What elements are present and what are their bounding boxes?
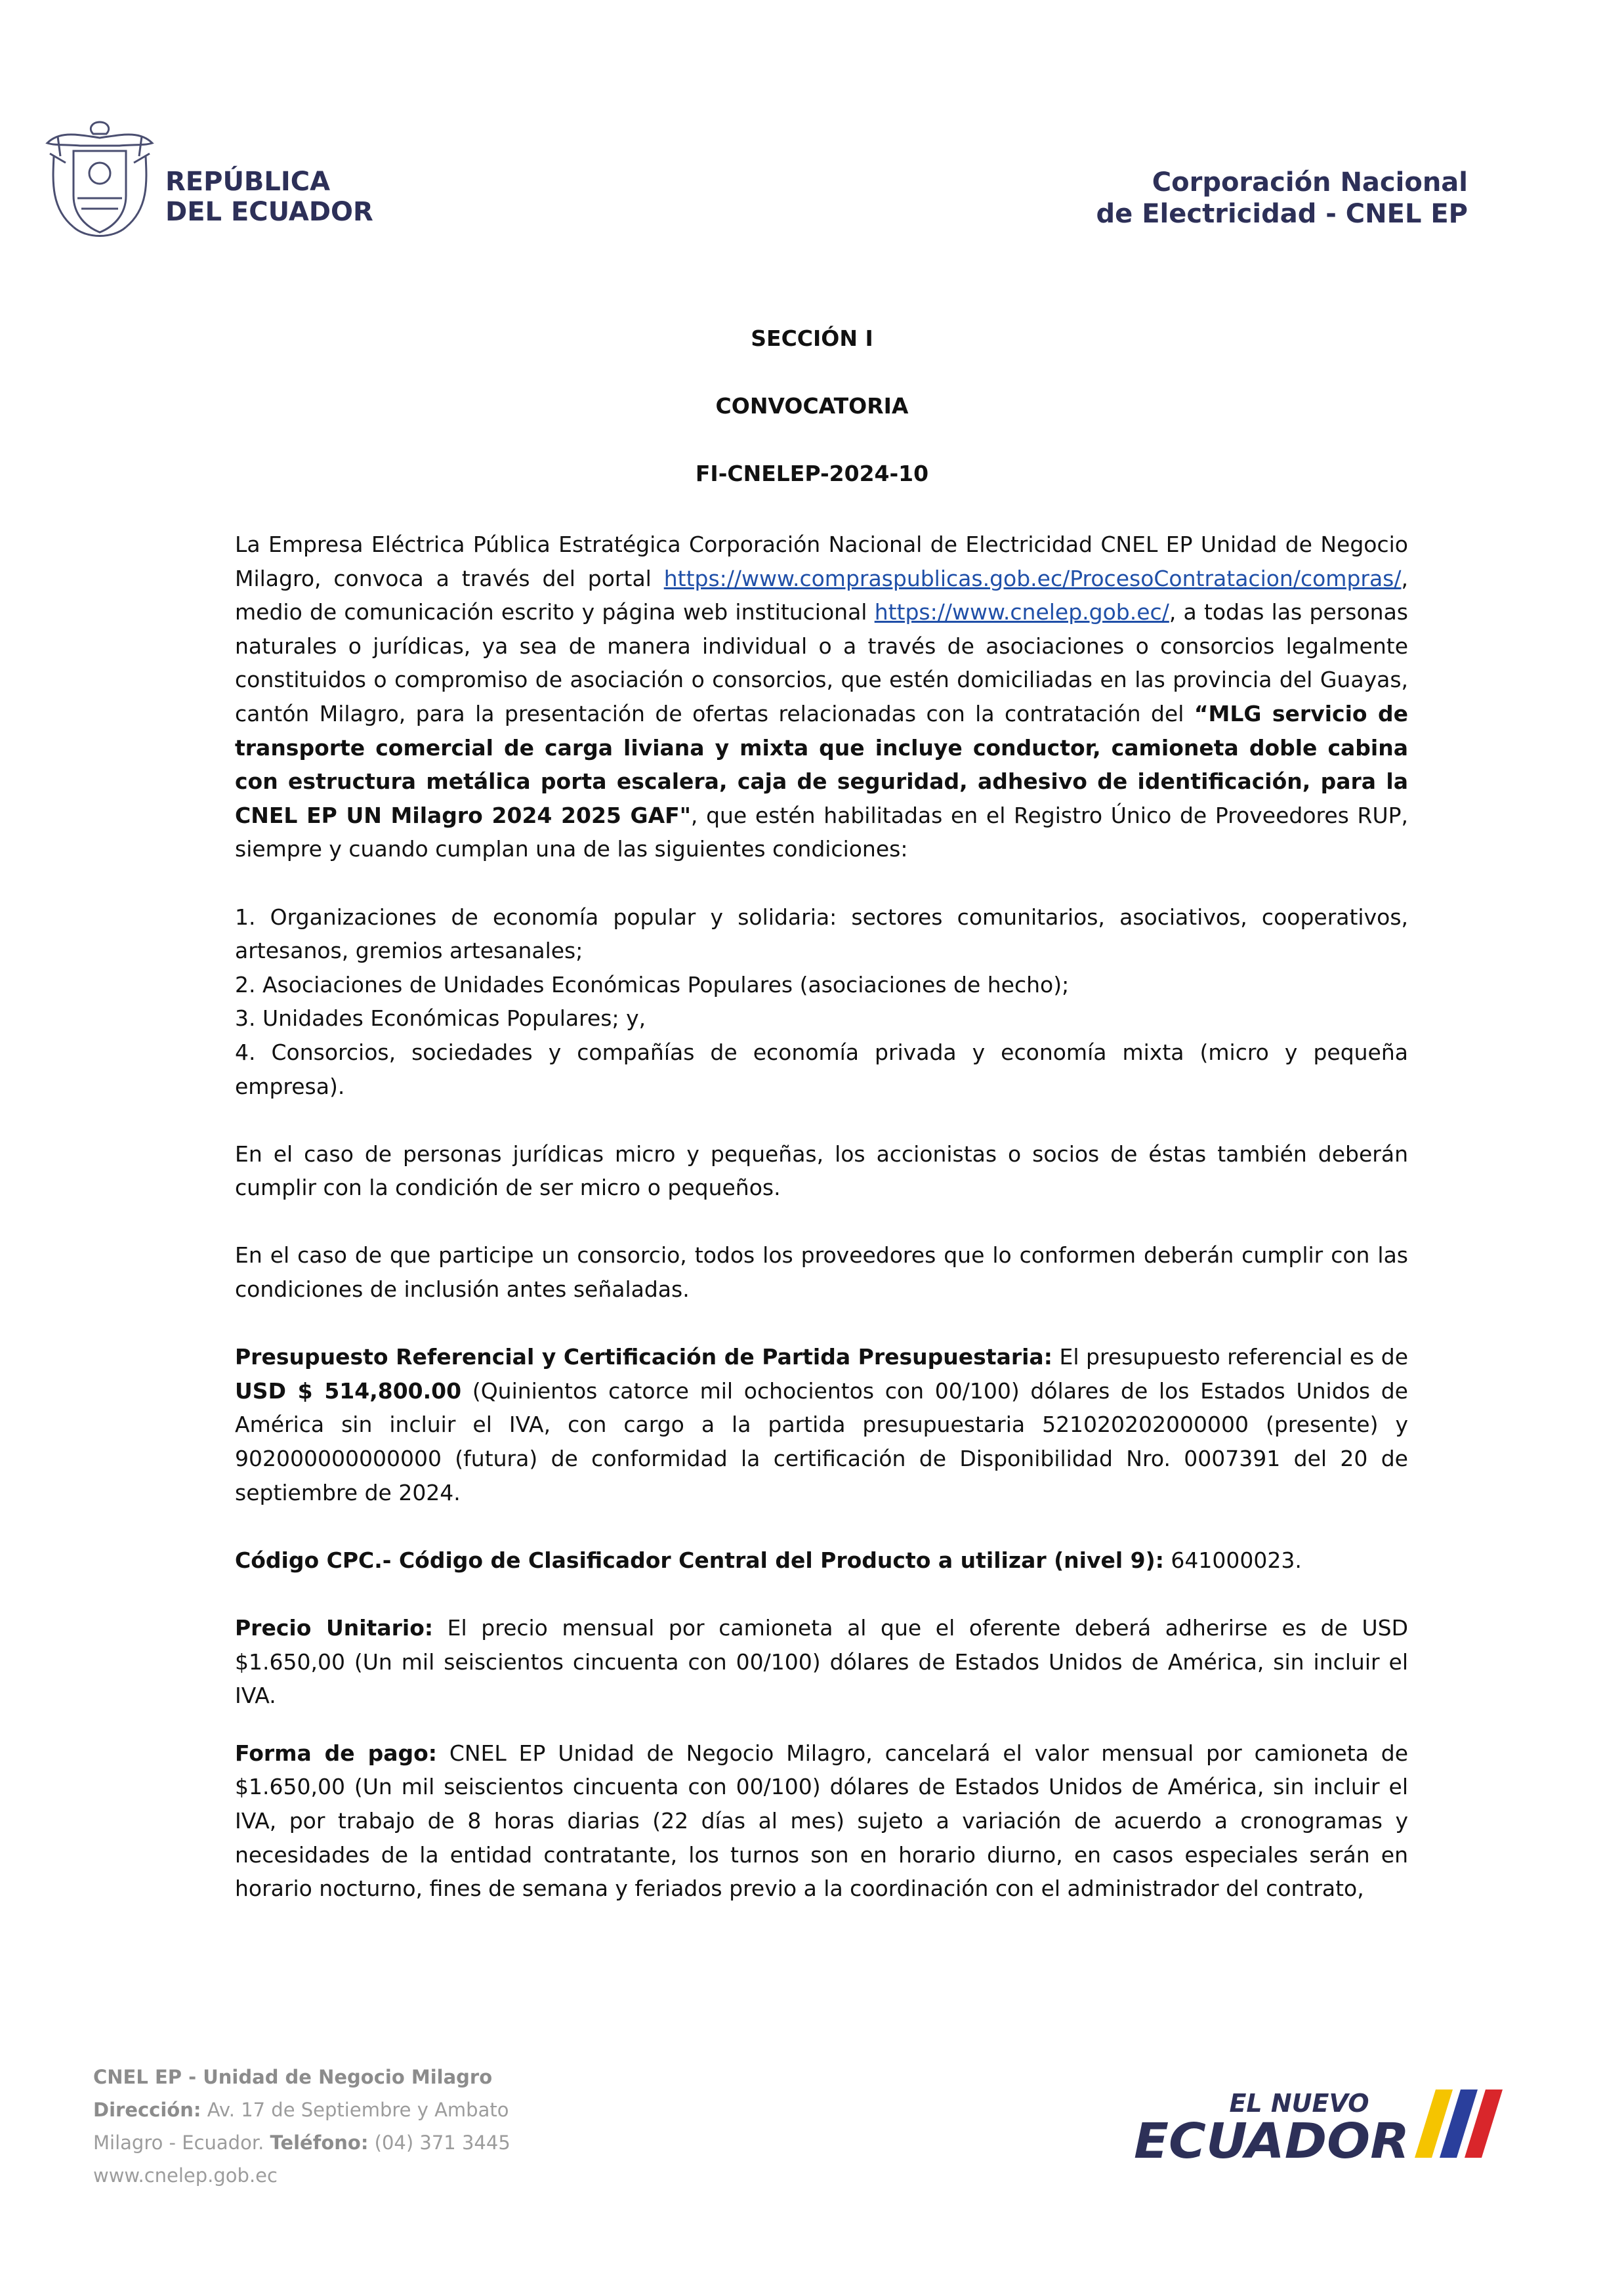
republica-line1: REPÚBLICA — [165, 167, 331, 197]
cnelep-link[interactable]: https://www.cnelep.gob.ec/ — [874, 599, 1169, 625]
republica-text — [165, 167, 373, 227]
document-code: FI-CNELEP-2024-10 — [695, 461, 929, 486]
condition-item: 2. Asociaciones de Unidades Económicas Populares (asociaciones de hecho); — [235, 971, 1070, 998]
document-body — [235, 528, 1408, 1906]
ecuador-text: ECUADOR — [1134, 2113, 1409, 2163]
footer-unit: CNEL EP - Unidad de Negocio Milagro — [93, 2066, 493, 2088]
republica-logo — [34, 117, 373, 255]
presupuesto-paragraph: Presupuesto Referencial y Certificación de Partida Presupuestaria: El presupuesto referencial es de USD $ 514,800.00 (Quinientos catorce mil ochocientos con 00/100) dólares de los Estados Unidos de América sin incluir el IVA, con cargo a la partida presupuestaria 521020202000000 (presente) y 902000000000000 (futura) de conformidad la certificación de Disponibilidad Nro. 0007391 del 20 de septiembre de 2024. — [235, 1344, 1408, 1505]
flag-stripes-icon — [1415, 2090, 1503, 2158]
republica-line2: DEL ECUADOR — [165, 197, 373, 227]
coat-of-arms-icon — [34, 117, 165, 248]
footer-direccion: Dirección: Av. 17 de Septiembre y Ambato — [93, 2099, 509, 2121]
footer-address — [93, 2061, 510, 2192]
presupuesto-amount: USD $ 514,800.00 — [235, 1377, 462, 1404]
precio-paragraph: Precio Unitario: El precio mensual por camioneta al que el oferente deberá adherirse es de USD $1.650,00 (Un mil seiscientos cincuenta con 00/100) dólares de Estados Unidos de América, sin incluir el IVA. — [235, 1615, 1408, 1709]
cnel-header — [1096, 167, 1468, 230]
el-nuevo-text: EL NUEVO — [1229, 2089, 1369, 2118]
condition-item: 4. Consorcios, sociedades y compañías de economía privada y economía mixta (micro y pequeña empresa). — [235, 1039, 1408, 1099]
cnel-header-line2: de Electricidad - CNEL EP — [1096, 199, 1468, 229]
cnel-header-line1: Corporación Nacional — [1152, 167, 1468, 198]
condition-item: 1. Organizaciones de economía popular y solidaria: sectores comunitarios, asociativos, cooperativos, artesanos, gremios artesanales; — [235, 904, 1408, 964]
cpc-paragraph: Código CPC.- Código de Clasificador Central del Producto a utilizar (nivel 9): 641000023. — [235, 1547, 1302, 1573]
section-heading: SECCIÓN I — [751, 326, 873, 351]
contract-object: “MLG servicio de transporte comercial de carga liviana y mixta que incluye conductor, camioneta doble cabina con estructura metálica porta escalera, caja de seguridad, adhesivo de identificación, para la CNEL EP UN Milagro 2024 2025 GAF" — [235, 700, 1408, 828]
consorcio-paragraph: En el caso de que participe un consorcio, todos los proveedores que lo conformen deberán cumplir con las condiciones de inclusión antes señaladas. — [235, 1242, 1408, 1303]
intro-paragraph: La Empresa Eléctrica Pública Estratégica Corporación Nacional de Electricidad CNEL EP Unidad de Negocio Milagro, convoca a través del portal https://www.compraspublicas.gob.ec/ProcesoContratacion/compras/, medio de comunicación escrito y página web institucional https://www.cnelep.gob.ec/, a todas las personas naturales o jurídicas, ya sea de manera individual o a través de asociaciones o consorcios legalmente constituidos o compromiso de asociación o consorcios, que estén domiciliadas en las provincia del Guayas, cantón Milagro, para la presentación de ofertas relacionadas con la contratación del “MLG servicio de transporte comercial de carga liviana y mixta que incluye conductor, camioneta doble cabina con estructura metálica porta escalera, caja de seguridad, adhesivo de identificación, para la CNEL EP UN Milagro 2024 2025 GAF", que estén habilitadas en el Registro Único de Proveedores RUP, siempre y cuando cumplan una de las siguientes condiciones: — [235, 532, 1408, 862]
footer-web[interactable]: www.cnelep.gob.ec — [93, 2164, 278, 2187]
pago-paragraph: Forma de pago: CNEL EP Unidad de Negocio Milagro, cancelará el valor mensual por camioneta de $1.650,00 (Un mil seiscientos cincuenta con 00/100) dólares de Estados Unidos de América, sin incluir el IVA, por trabajo de 8 horas diarias (22 días al mes) sujeto a variación de acuerdo a cronogramas y necesidades de la entidad contratante, los turnos son en horario diurno, en casos especiales serán en horario nocturno, fines de semana y feriados previo a la coordinación con el administrador del contrato, — [235, 1740, 1408, 1902]
condition-item: 3. Unidades Económicas Populares; y, — [235, 1005, 646, 1032]
el-nuevo-ecuador-logo — [1127, 2084, 1528, 2163]
footer-telefono: Milagro - Ecuador. Teléfono: (04) 371 3445 — [93, 2132, 510, 2154]
juridicas-paragraph: En el caso de personas jurídicas micro y pequeñas, los accionistas o socios de éstas también deberán cumplir con la condición de ser micro o pequeños. — [235, 1141, 1408, 1201]
compraspublicas-link[interactable]: https://www.compraspublicas.gob.ec/ProcesoContratacion/compras/ — [663, 565, 1402, 591]
document-title: CONVOCATORIA — [715, 393, 909, 419]
